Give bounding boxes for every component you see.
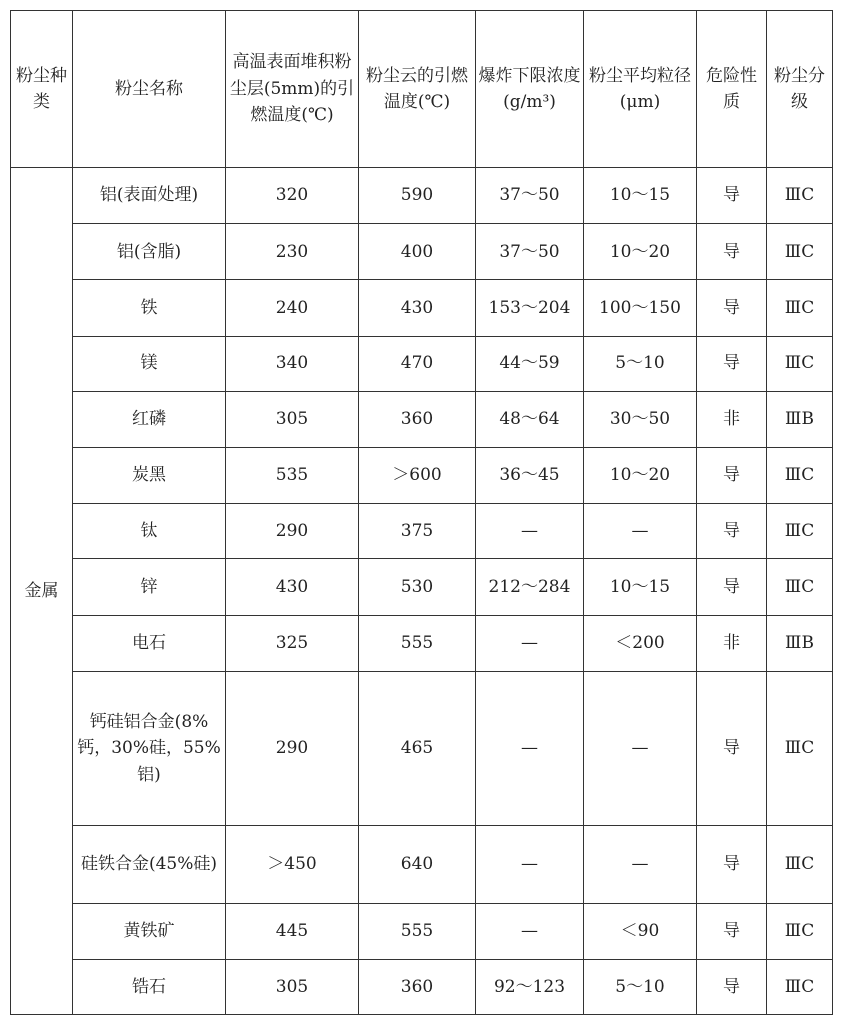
dust-name-cell: 钛 [73,504,226,559]
dust-properties-table [10,10,833,1015]
table-row [11,447,833,503]
dust-name-cell: 电石 [73,615,226,671]
dust-name-cell: 红磷 [73,391,226,447]
header-layer-ignition-temp: 高温表面堆积粉尘层(5mm)的引燃温度(℃) [226,11,359,168]
lower-explosive-limit-cell: — [476,903,584,959]
cloud-ignition-temp-cell: 555 [359,903,476,959]
hazard-nature-cell: 导 [697,447,767,503]
layer-ignition-temp-cell: 290 [226,671,359,826]
lower-explosive-limit-cell: — [476,826,584,903]
cloud-ignition-temp-cell: 555 [359,615,476,671]
dust-grade-cell: ⅢC [767,959,833,1014]
lower-explosive-limit-cell: 153～204 [476,280,584,336]
dust-grade-cell: ⅢC [767,504,833,559]
hazard-nature-cell: 导 [697,280,767,336]
header-mean-particle-size: 粉尘平均粒径(μm) [584,11,697,168]
hazard-nature-cell: 导 [697,559,767,615]
mean-particle-size-cell: 10～15 [584,559,697,615]
mean-particle-size-cell: 5～10 [584,336,697,391]
dust-grade-cell: ⅢC [767,224,833,280]
dust-name-cell: 铁 [73,280,226,336]
table-row [11,224,833,280]
lower-explosive-limit-cell: — [476,615,584,671]
hazard-nature-cell: 导 [697,336,767,391]
cloud-ignition-temp-cell: 640 [359,826,476,903]
cloud-ignition-temp-cell: 530 [359,559,476,615]
lower-explosive-limit-cell: 92～123 [476,959,584,1014]
table-row [11,559,833,615]
header-dust-type: 粉尘种类 [11,11,73,168]
hazard-nature-cell: 导 [697,504,767,559]
mean-particle-size-cell: ＜200 [584,615,697,671]
layer-ignition-temp-cell: 445 [226,903,359,959]
dust-name-cell: 硅铁合金(45%硅) [73,826,226,903]
lower-explosive-limit-cell: — [476,504,584,559]
dust-grade-cell: ⅢC [767,336,833,391]
mean-particle-size-cell: — [584,504,697,559]
layer-ignition-temp-cell: 535 [226,447,359,503]
dust-grade-cell: ⅢC [767,447,833,503]
dust-name-cell: 铝(表面处理) [73,168,226,224]
table-row [11,336,833,391]
hazard-nature-cell: 非 [697,391,767,447]
header-dust-name: 粉尘名称 [73,11,226,168]
header-row [11,11,833,168]
mean-particle-size-cell: — [584,671,697,826]
dust-grade-cell: ⅢC [767,280,833,336]
dust-name-cell: 钙硅铝合金(8%钙，30%硅，55%铝) [73,671,226,826]
cloud-ignition-temp-cell: 470 [359,336,476,391]
dust-grade-cell: ⅢC [767,671,833,826]
table-row [11,391,833,447]
layer-ignition-temp-cell: ＞450 [226,826,359,903]
layer-ignition-temp-cell: 230 [226,224,359,280]
dust-name-cell: 黄铁矿 [73,903,226,959]
cloud-ignition-temp-cell: 375 [359,504,476,559]
category-cell: 金属 [11,168,73,1015]
table-row [11,826,833,903]
table-row [11,671,833,826]
mean-particle-size-cell: ＜90 [584,903,697,959]
layer-ignition-temp-cell: 305 [226,391,359,447]
lower-explosive-limit-cell: 36～45 [476,447,584,503]
lower-explosive-limit-cell: — [476,671,584,826]
header-lower-explosive-limit: 爆炸下限浓度(g/m³) [476,11,584,168]
mean-particle-size-cell: 5～10 [584,959,697,1014]
cloud-ignition-temp-cell: 400 [359,224,476,280]
lower-explosive-limit-cell: 48～64 [476,391,584,447]
layer-ignition-temp-cell: 325 [226,615,359,671]
lower-explosive-limit-cell: 37～50 [476,168,584,224]
mean-particle-size-cell: 100～150 [584,280,697,336]
dust-name-cell: 锆石 [73,959,226,1014]
hazard-nature-cell: 导 [697,168,767,224]
cloud-ignition-temp-cell: 360 [359,391,476,447]
table-row [11,903,833,959]
layer-ignition-temp-cell: 305 [226,959,359,1014]
lower-explosive-limit-cell: 37～50 [476,224,584,280]
layer-ignition-temp-cell: 340 [226,336,359,391]
dust-grade-cell: ⅢB [767,615,833,671]
hazard-nature-cell: 导 [697,959,767,1014]
table-row [11,504,833,559]
mean-particle-size-cell: 30～50 [584,391,697,447]
hazard-nature-cell: 非 [697,615,767,671]
layer-ignition-temp-cell: 240 [226,280,359,336]
cloud-ignition-temp-cell: 430 [359,280,476,336]
mean-particle-size-cell: 10～20 [584,447,697,503]
dust-grade-cell: ⅢC [767,826,833,903]
layer-ignition-temp-cell: 320 [226,168,359,224]
mean-particle-size-cell: 10～15 [584,168,697,224]
mean-particle-size-cell: — [584,826,697,903]
mean-particle-size-cell: 10～20 [584,224,697,280]
dust-grade-cell: ⅢC [767,168,833,224]
header-hazard-nature: 危险性质 [697,11,767,168]
hazard-nature-cell: 导 [697,826,767,903]
table-row [11,280,833,336]
hazard-nature-cell: 导 [697,671,767,826]
header-dust-grade: 粉尘分级 [767,11,833,168]
cloud-ignition-temp-cell: ＞600 [359,447,476,503]
table-row [11,168,833,224]
dust-name-cell: 镁 [73,336,226,391]
layer-ignition-temp-cell: 290 [226,504,359,559]
header-cloud-ignition-temp: 粉尘云的引燃温度(℃) [359,11,476,168]
dust-name-cell: 铝(含脂) [73,224,226,280]
layer-ignition-temp-cell: 430 [226,559,359,615]
dust-grade-cell: ⅢB [767,391,833,447]
dust-name-cell: 炭黑 [73,447,226,503]
dust-grade-cell: ⅢC [767,903,833,959]
dust-name-cell: 锌 [73,559,226,615]
hazard-nature-cell: 导 [697,224,767,280]
table-row [11,959,833,1014]
cloud-ignition-temp-cell: 465 [359,671,476,826]
hazard-nature-cell: 导 [697,903,767,959]
cloud-ignition-temp-cell: 590 [359,168,476,224]
cloud-ignition-temp-cell: 360 [359,959,476,1014]
lower-explosive-limit-cell: 212～284 [476,559,584,615]
lower-explosive-limit-cell: 44～59 [476,336,584,391]
dust-grade-cell: ⅢC [767,559,833,615]
table-row [11,615,833,671]
